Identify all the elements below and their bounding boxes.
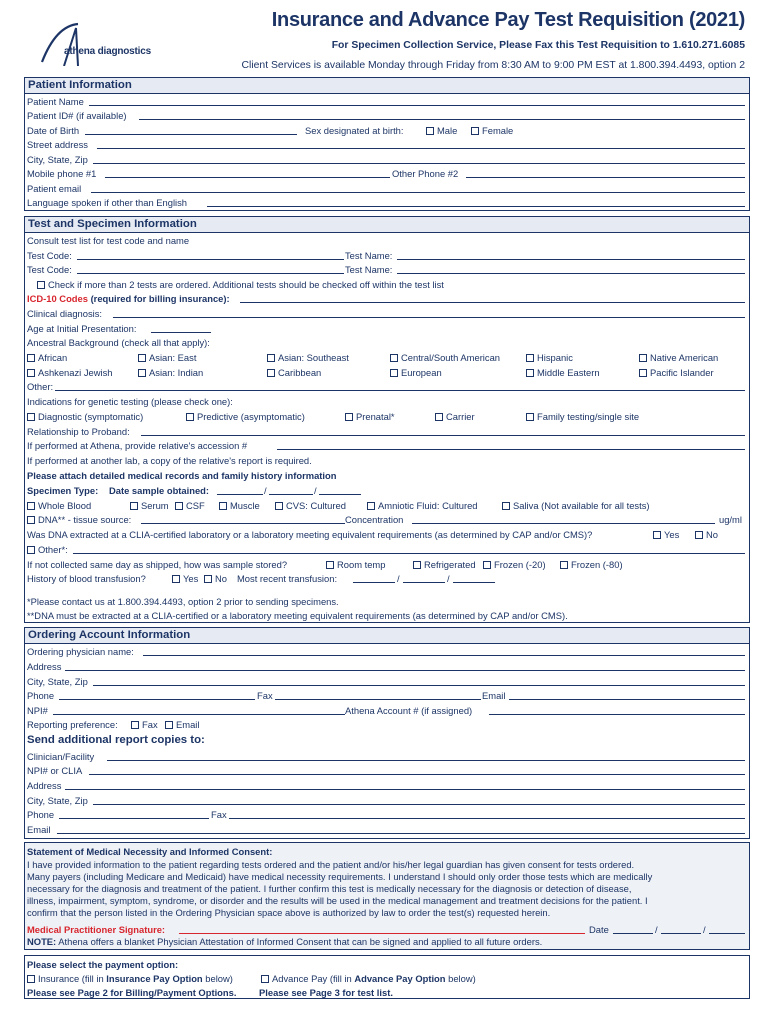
male-label: Male — [437, 125, 458, 136]
ancestry-native-american[interactable] — [639, 351, 718, 364]
other-specimen-label: Other*: — [38, 544, 68, 555]
patient-name-field[interactable] — [89, 95, 745, 106]
copy-email-label: Email — [27, 824, 51, 835]
other-specimen-field[interactable] — [73, 543, 745, 554]
option-label: Hispanic — [537, 352, 573, 363]
date-slash: / — [397, 573, 400, 584]
copy-fax-label: Fax — [211, 809, 227, 820]
checkbox[interactable] — [390, 369, 398, 377]
transfusion-yes[interactable] — [172, 572, 198, 585]
option-label: Muscle — [230, 500, 260, 511]
city-label: City, State, Zip — [27, 676, 88, 687]
reporting-email[interactable] — [165, 718, 199, 731]
ancestry-pacific-islander[interactable] — [639, 366, 714, 379]
option-label: Frozen (-20) — [494, 559, 546, 570]
indication-family-testing[interactable] — [526, 410, 639, 423]
section-heading: Patient Information — [25, 78, 749, 94]
specimen-type-label: Specimen Type: — [27, 485, 99, 496]
signature-date-month[interactable] — [613, 923, 653, 934]
option-label: Whole Blood — [38, 500, 92, 511]
option-label: Carrier — [446, 411, 475, 422]
option-label-bold: Advance Pay Option — [354, 973, 446, 984]
checkbox[interactable] — [560, 561, 568, 569]
relative-lab-note: If performed at another lab, a copy of the relative's report is required. — [27, 455, 312, 466]
copy-phone-label: Phone — [27, 809, 55, 820]
checkbox[interactable] — [138, 354, 146, 362]
ancestry-ashkenazi-jewish[interactable] — [27, 366, 113, 379]
npi-clia-label: NPI# or CLIA — [27, 765, 83, 776]
checkbox[interactable] — [131, 721, 139, 729]
client-services-info: Client Services is available Monday through Friday from 8:30 AM to 9:00 PM EST at 1.800.394.4493, option 2 — [241, 60, 745, 71]
storage-refrigerated[interactable] — [413, 558, 476, 571]
note-label: NOTE: — [27, 936, 57, 947]
transfusion-month[interactable] — [353, 572, 395, 583]
specimen-cvs-cultured[interactable] — [275, 499, 346, 512]
ancestry-european[interactable] — [390, 366, 442, 379]
date-obtained-day[interactable] — [269, 484, 313, 495]
relationship-field[interactable] — [141, 425, 745, 436]
patient-name-label: Patient Name — [27, 96, 84, 107]
dna-clia-yes[interactable] — [653, 528, 679, 541]
contact-note: *Please contact us at 1.800.394.4493, option 2 prior to sending specimens. — [27, 596, 339, 607]
consent-line: illness, impairment, symptom, syndrome, or disorder and the results will be used in the medical management and treatment decisions for the patient. I — [27, 895, 648, 906]
male-checkbox[interactable] — [426, 127, 434, 135]
street-field[interactable] — [97, 138, 745, 149]
patient-email-label: Patient email — [27, 183, 82, 194]
checkbox[interactable] — [413, 561, 421, 569]
ancestry-asian-east[interactable] — [138, 351, 196, 364]
specimen-amniotic-fluid[interactable] — [367, 499, 478, 512]
option-label: Room temp — [337, 559, 386, 570]
date-slash: / — [655, 924, 658, 935]
option-label: Middle Eastern — [537, 367, 600, 378]
option-label: Predictive (asymptomatic) — [197, 411, 305, 422]
option-label: Frozen (-80) — [571, 559, 623, 570]
other-specimen-checkbox[interactable] — [27, 546, 35, 554]
storage-room-temp[interactable] — [326, 558, 385, 571]
storage-frozen-80[interactable] — [560, 558, 623, 571]
option-label: Central/South American — [401, 352, 501, 363]
payment-heading: Please select the payment option: — [27, 959, 179, 970]
checkbox[interactable] — [345, 413, 353, 421]
advance-pay-checkbox[interactable] — [261, 975, 269, 983]
date-obtained-month[interactable] — [217, 484, 263, 495]
dna-clia-no[interactable] — [695, 528, 718, 541]
option-label: Yes — [183, 573, 199, 584]
mobile-field[interactable] — [105, 167, 390, 178]
checkbox[interactable] — [27, 369, 35, 377]
checkbox[interactable] — [653, 531, 661, 539]
email-label: Email — [482, 690, 506, 701]
test-name-1-field[interactable] — [397, 249, 745, 260]
option-label: Prenatal* — [356, 411, 395, 422]
option-label: CVS: Cultured — [286, 500, 346, 511]
ancestry-other-field[interactable] — [55, 380, 745, 391]
city-field[interactable] — [93, 675, 745, 686]
fax-field[interactable] — [275, 689, 481, 700]
male-option[interactable] — [426, 124, 457, 137]
signature-date-day[interactable] — [661, 923, 701, 934]
fax-label: Fax — [257, 690, 273, 701]
page2-note: Please see Page 2 for Billing/Payment Options. — [27, 987, 237, 998]
ordering-account-section — [24, 627, 750, 839]
attach-records-note: Please attach detailed medical records and family history information — [27, 470, 337, 481]
transfusion-no[interactable] — [204, 572, 227, 585]
option-label: Ashkenazi Jewish — [38, 367, 113, 378]
consent-heading: Statement of Medical Necessity and Informed Consent: — [27, 846, 273, 857]
transfusion-year[interactable] — [453, 572, 495, 583]
checkbox[interactable] — [435, 413, 443, 421]
transfusion-question: History of blood transfusion? — [27, 573, 146, 584]
date-slash: / — [264, 485, 267, 496]
checkbox[interactable] — [27, 354, 35, 362]
address-field[interactable] — [65, 660, 745, 671]
page3-note: Please see Page 3 for test list. — [259, 987, 393, 998]
dna-clia-question: Was DNA extracted at a CLIA-certified laboratory or a laboratory meeting equivalent requirements (as determined by CAP and/or CMS)? — [27, 529, 593, 540]
option-label: European — [401, 367, 442, 378]
more-tests-label: Check if more than 2 tests are ordered. Additional tests should be checked off within the test list — [48, 279, 444, 290]
relative-accession-label: If performed at Athena, provide relative's accession # — [27, 440, 248, 451]
recent-transfusion-label: Most recent transfusion: — [237, 573, 338, 584]
city-label: City, State, Zip — [27, 154, 88, 165]
ugml-unit: ug/ml — [719, 514, 742, 525]
checkbox[interactable] — [267, 354, 275, 362]
option-label: Native American — [650, 352, 719, 363]
checkbox[interactable] — [175, 502, 183, 510]
date-slash: / — [314, 485, 317, 496]
date-slash: / — [447, 573, 450, 584]
send-copies-heading: Send additional report copies to: — [27, 734, 205, 746]
female-checkbox[interactable] — [471, 127, 479, 135]
female-option[interactable] — [471, 124, 513, 137]
age-presentation-label: Age at Initial Presentation: — [27, 323, 137, 334]
specimen-csf[interactable] — [175, 499, 205, 512]
patient-id-field[interactable] — [139, 109, 745, 120]
ancestry-other-label: Other: — [27, 381, 54, 392]
option-label: Caribbean — [278, 367, 322, 378]
athena-account-field[interactable] — [489, 704, 745, 715]
street-label: Street address — [27, 139, 88, 150]
indication-carrier[interactable] — [435, 410, 475, 423]
more-tests-checkbox[interactable] — [37, 281, 45, 289]
language-label: Language spoken if other than English — [27, 197, 188, 208]
test-name-label: Test Name: — [345, 250, 393, 261]
option-label: Email — [176, 719, 200, 730]
option-label: CSF — [186, 500, 205, 511]
age-presentation-field[interactable] — [151, 322, 211, 333]
npi-field[interactable] — [53, 704, 345, 715]
checkbox[interactable] — [27, 502, 35, 510]
patient-information-section — [24, 77, 750, 211]
copy-city-field[interactable] — [93, 794, 745, 805]
patient-email-field[interactable] — [91, 182, 745, 193]
signature-label: Medical Practitioner Signature: — [27, 924, 166, 935]
address-label: Address — [27, 661, 62, 672]
checkbox[interactable] — [695, 531, 703, 539]
option-label: African — [38, 352, 68, 363]
option-label: Asian: Indian — [149, 367, 204, 378]
copy-fax-field[interactable] — [229, 808, 745, 819]
specimen-whole-blood[interactable] — [27, 499, 91, 512]
reporting-fax[interactable] — [131, 718, 158, 731]
option-label: Pacific Islander — [650, 367, 714, 378]
specimen-saliva[interactable] — [502, 499, 650, 512]
consent-line: Many payers (including Medicare and Medicaid) have medical necessity requirements. I understand I should only order those tests which are medically — [27, 871, 653, 882]
copy-address-field[interactable] — [65, 779, 745, 790]
ancestry-central-south-american[interactable] — [390, 351, 500, 364]
specimen-serum[interactable] — [130, 499, 169, 512]
physician-label: Ordering physician name: — [27, 646, 134, 657]
checkbox[interactable] — [390, 354, 398, 362]
indication-diagnostic[interactable] — [27, 410, 143, 423]
dna-checkbox[interactable] — [27, 516, 35, 524]
clinical-diagnosis-label: Clinical diagnosis: — [27, 308, 103, 319]
storage-frozen-20[interactable] — [483, 558, 546, 571]
date-slash: / — [703, 924, 706, 935]
ancestry-caribbean[interactable] — [267, 366, 321, 379]
clinician-field[interactable] — [107, 750, 745, 761]
npi-label: NPI# — [27, 705, 48, 716]
copy-email-field[interactable] — [57, 823, 745, 834]
checkbox[interactable] — [526, 354, 534, 362]
test-code-1-field[interactable] — [77, 249, 344, 260]
option-label: Family testing/single site — [537, 411, 640, 422]
dna-tissue-label: DNA** - tissue source: — [38, 514, 132, 525]
transfusion-day[interactable] — [403, 572, 445, 583]
test-specimen-section — [24, 216, 750, 623]
clinical-diagnosis-field[interactable] — [113, 307, 745, 318]
checkbox[interactable] — [502, 502, 510, 510]
indications-label: Indications for genetic testing (please check one): — [27, 396, 233, 407]
dob-label: Date of Birth — [27, 125, 80, 136]
option-label: Serum — [141, 500, 169, 511]
option-label: below) — [202, 973, 233, 984]
logo-text: athena diagnostics — [64, 46, 151, 57]
dna-note: **DNA must be extracted at a CLIA-certified or a laboratory meeting equivalent requirements (as determined by CAP and/or CMS). — [27, 610, 568, 621]
checkbox[interactable] — [204, 575, 212, 583]
fax-instructions: For Specimen Collection Service, Please Fax this Test Requisition to 1.610.271.6085 — [331, 40, 745, 51]
ancestry-hispanic[interactable] — [526, 351, 573, 364]
option-label: Asian: East — [149, 352, 197, 363]
phone-field[interactable] — [59, 689, 255, 700]
phone-label: Phone — [27, 690, 55, 701]
copy-city-label: City, State, Zip — [27, 795, 88, 806]
concentration-label: Concentration — [345, 514, 404, 525]
checkbox[interactable] — [639, 369, 647, 377]
relationship-label: Relationship to Proband: — [27, 426, 130, 437]
checkbox[interactable] — [172, 575, 180, 583]
option-label-bold: Insurance Pay Option — [106, 973, 203, 984]
checkbox[interactable] — [186, 413, 194, 421]
option-label: No — [706, 529, 718, 540]
checkbox[interactable] — [367, 502, 375, 510]
ancestral-label: Ancestral Background (check all that apply): — [27, 337, 210, 348]
signature-field[interactable] — [179, 923, 585, 934]
dob-field[interactable] — [85, 124, 297, 135]
option-label: Saliva (Not available for all tests) — [513, 500, 650, 511]
option-label: Refrigerated — [424, 559, 476, 570]
patient-id-label: Patient ID# (if available) — [27, 110, 127, 121]
signature-date-year[interactable] — [709, 923, 745, 934]
payment-option-section — [24, 955, 750, 999]
signature-date-label: Date — [589, 924, 609, 935]
checkbox[interactable] — [639, 354, 647, 362]
option-label: No — [215, 573, 227, 584]
option-label: Diagnostic (symptomatic) — [38, 411, 144, 422]
icd-required-label: (required for billing insurance): — [90, 293, 230, 304]
checkbox[interactable] — [138, 369, 146, 377]
checkbox[interactable] — [130, 502, 138, 510]
date-obtained-year[interactable] — [319, 484, 361, 495]
indication-prenatal[interactable] — [345, 410, 395, 423]
checkbox[interactable] — [526, 413, 534, 421]
consent-line: necessary for the diagnosis and treatment of the patient. I further confirm this test is medically necessary for the diagnosis or detection of disease, — [27, 883, 632, 894]
option-label: Amniotic Fluid: Cultured — [378, 500, 478, 511]
city-field[interactable] — [93, 153, 745, 164]
dna-tissue-field[interactable] — [141, 513, 345, 524]
payment-advance-option[interactable] — [261, 972, 476, 985]
sex-label: Sex designated at birth: — [305, 125, 404, 136]
option-label: Advance Pay (fill in — [272, 973, 355, 984]
test-code-label: Test Code: — [27, 250, 72, 261]
option-label: below) — [445, 973, 476, 984]
reporting-preference-label: Reporting preference: — [27, 719, 118, 730]
payment-insurance-option[interactable] — [27, 972, 233, 985]
clinician-label: Clinician/Facility — [27, 751, 95, 762]
consent-line: I have provided information to the patient regarding tests ordered and the patient and/or his/her legal guardian has given consent for tests ordered. — [27, 859, 635, 870]
test-name-2-field[interactable] — [397, 263, 745, 274]
other-phone-label: Other Phone #2 — [392, 168, 459, 179]
consent-section — [24, 842, 750, 950]
athena-logo — [38, 22, 168, 66]
attestation-note: Athena offers a blanket Physician Attestation of Informed Consent that can be signed and applied to all future orders. — [58, 936, 543, 947]
section-heading: Test and Specimen Information — [25, 217, 749, 233]
icd-codes-field[interactable] — [240, 292, 745, 303]
option-label: Insurance (fill in — [38, 973, 107, 984]
checkbox[interactable] — [483, 561, 491, 569]
consult-note: Consult test list for test code and name — [27, 235, 190, 246]
female-label: Female — [482, 125, 514, 136]
copy-phone-field[interactable] — [59, 808, 209, 819]
mobile-label: Mobile phone #1 — [27, 168, 97, 179]
option-label: Asian: Southeast — [278, 352, 349, 363]
checkbox[interactable] — [526, 369, 534, 377]
consent-line: confirm that the person listed in the Ordering Physician space above is authorized by law to order the test(s) requested herein. — [27, 907, 551, 918]
physician-field[interactable] — [143, 645, 745, 656]
test-code-2-field[interactable] — [77, 263, 344, 274]
option-label: Yes — [664, 529, 680, 540]
concentration-field[interactable] — [412, 513, 715, 524]
indication-predictive[interactable] — [186, 410, 305, 423]
section-heading: Ordering Account Information — [25, 628, 749, 644]
npi-clia-field[interactable] — [89, 764, 745, 775]
specimen-muscle[interactable] — [219, 499, 260, 512]
ancestry-asian-southeast[interactable] — [267, 351, 349, 364]
ancestry-african[interactable] — [27, 351, 67, 364]
checkbox[interactable] — [27, 413, 35, 421]
checkbox[interactable] — [267, 369, 275, 377]
test-code-label: Test Code: — [27, 264, 72, 275]
checkbox[interactable] — [219, 502, 227, 510]
checkbox[interactable] — [165, 721, 173, 729]
ancestry-middle-eastern[interactable] — [526, 366, 600, 379]
copy-address-label: Address — [27, 780, 62, 791]
date-obtained-label: Date sample obtained: — [109, 485, 210, 496]
icd-codes-label: ICD-10 Codes — [27, 293, 88, 304]
option-label: Fax — [142, 719, 158, 730]
page-title: Insurance and Advance Pay Test Requisition (2021) — [271, 9, 745, 31]
test-name-label: Test Name: — [345, 264, 393, 275]
email-field[interactable] — [509, 689, 745, 700]
language-field[interactable] — [207, 196, 745, 207]
other-phone-field[interactable] — [466, 167, 745, 178]
checkbox[interactable] — [326, 561, 334, 569]
checkbox[interactable] — [275, 502, 283, 510]
athena-account-label: Athena Account # (if assigned) — [345, 705, 473, 716]
insurance-checkbox[interactable] — [27, 975, 35, 983]
storage-question: If not collected same day as shipped, how was sample stored? — [27, 559, 288, 570]
ancestry-asian-indian[interactable] — [138, 366, 203, 379]
relative-accession-field[interactable] — [277, 439, 745, 450]
